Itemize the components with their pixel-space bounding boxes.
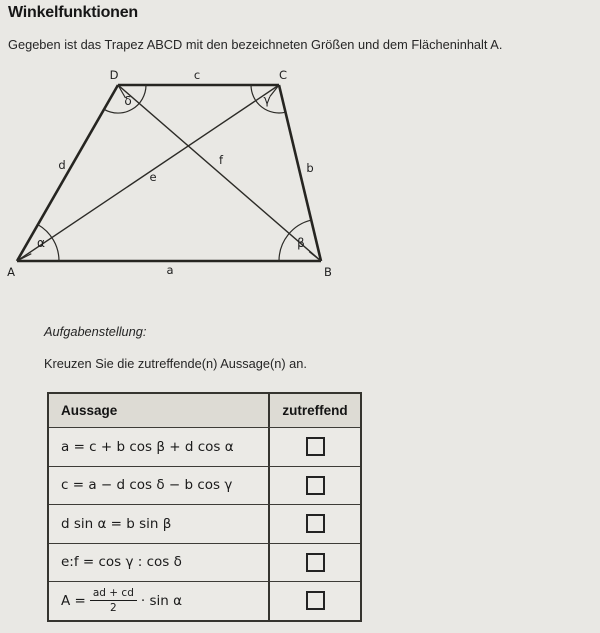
- column-header-aussage-label: Aussage: [61, 403, 118, 418]
- checkbox-row-1[interactable]: [306, 437, 325, 456]
- vertex-b-label: B: [324, 265, 332, 279]
- column-header-zutreffend: [270, 394, 360, 427]
- formula-suffix: · sin α: [140, 592, 182, 609]
- side-b-line: [279, 85, 321, 261]
- side-d-label: d: [58, 158, 66, 172]
- task-heading: Aufgabenstellung:: [44, 324, 147, 339]
- side-b-label: b: [306, 161, 314, 175]
- fraction: [90, 588, 137, 613]
- diagonal-f-label: f: [218, 153, 224, 167]
- angle-beta-label: β: [297, 236, 305, 250]
- angle-delta-label: δ: [124, 94, 132, 108]
- trapezoid-diagram: [0, 68, 350, 283]
- checkbox-row-4[interactable]: [306, 553, 325, 572]
- checkbox-row-5[interactable]: [306, 591, 325, 610]
- formula-text-fraction: [61, 588, 182, 613]
- checkbox-cell: [270, 582, 360, 620]
- vertex-a-label: A: [7, 265, 15, 279]
- formula-cell: [49, 467, 270, 505]
- table-row: [49, 466, 360, 505]
- fraction-denominator: 2: [110, 601, 117, 614]
- diagonal-e-label: e: [149, 170, 157, 184]
- formula-text: c = a − d cos δ − b cos γ: [61, 477, 233, 494]
- side-a-label: a: [166, 263, 174, 277]
- angle-gamma-label: γ: [263, 93, 271, 107]
- vertex-c-label: C: [278, 68, 288, 82]
- checkbox-cell: [270, 428, 360, 466]
- checkbox-cell: [270, 544, 360, 582]
- angle-alpha-label: α: [37, 236, 45, 250]
- formula-cell: [49, 582, 270, 620]
- formula-text: e:f = cos γ : cos δ: [61, 554, 182, 571]
- column-header-zutreffend-label: zutreffend: [282, 403, 348, 418]
- fraction-numerator: ad + cd: [90, 588, 137, 601]
- formula-cell: [49, 428, 270, 466]
- intro-text: Gegeben ist das Trapez ABCD mit den bezeichneten Größen und dem Flächeninhalt A.: [8, 37, 503, 52]
- checkbox-cell: [270, 505, 360, 543]
- checkbox-cell: [270, 467, 360, 505]
- task-instruction: Kreuzen Sie die zutreffende(n) Aussage(n) an.: [44, 356, 307, 371]
- vertex-d-label: D: [109, 68, 119, 82]
- formula-prefix: A =: [61, 592, 86, 609]
- table-header-row: [49, 394, 360, 427]
- formula-cell: [49, 544, 270, 582]
- column-header-aussage: [49, 394, 270, 427]
- checkbox-row-3[interactable]: [306, 514, 325, 533]
- checkbox-row-2[interactable]: [306, 476, 325, 495]
- formula-text: d sin α = b sin β: [61, 515, 172, 532]
- angle-beta-arc: [279, 220, 311, 261]
- table-row: [49, 543, 360, 582]
- table-row: [49, 504, 360, 543]
- formula-text: a = c + b cos β + d cos α: [61, 438, 234, 455]
- formula-cell: [49, 505, 270, 543]
- side-d-line: [17, 85, 118, 261]
- table-row: [49, 427, 360, 466]
- page-title: Winkelfunktionen: [8, 4, 138, 21]
- statements-table: [47, 392, 362, 622]
- side-c-label: c: [193, 68, 201, 82]
- trapezoid-svg: [0, 68, 350, 283]
- table-row: [49, 581, 360, 620]
